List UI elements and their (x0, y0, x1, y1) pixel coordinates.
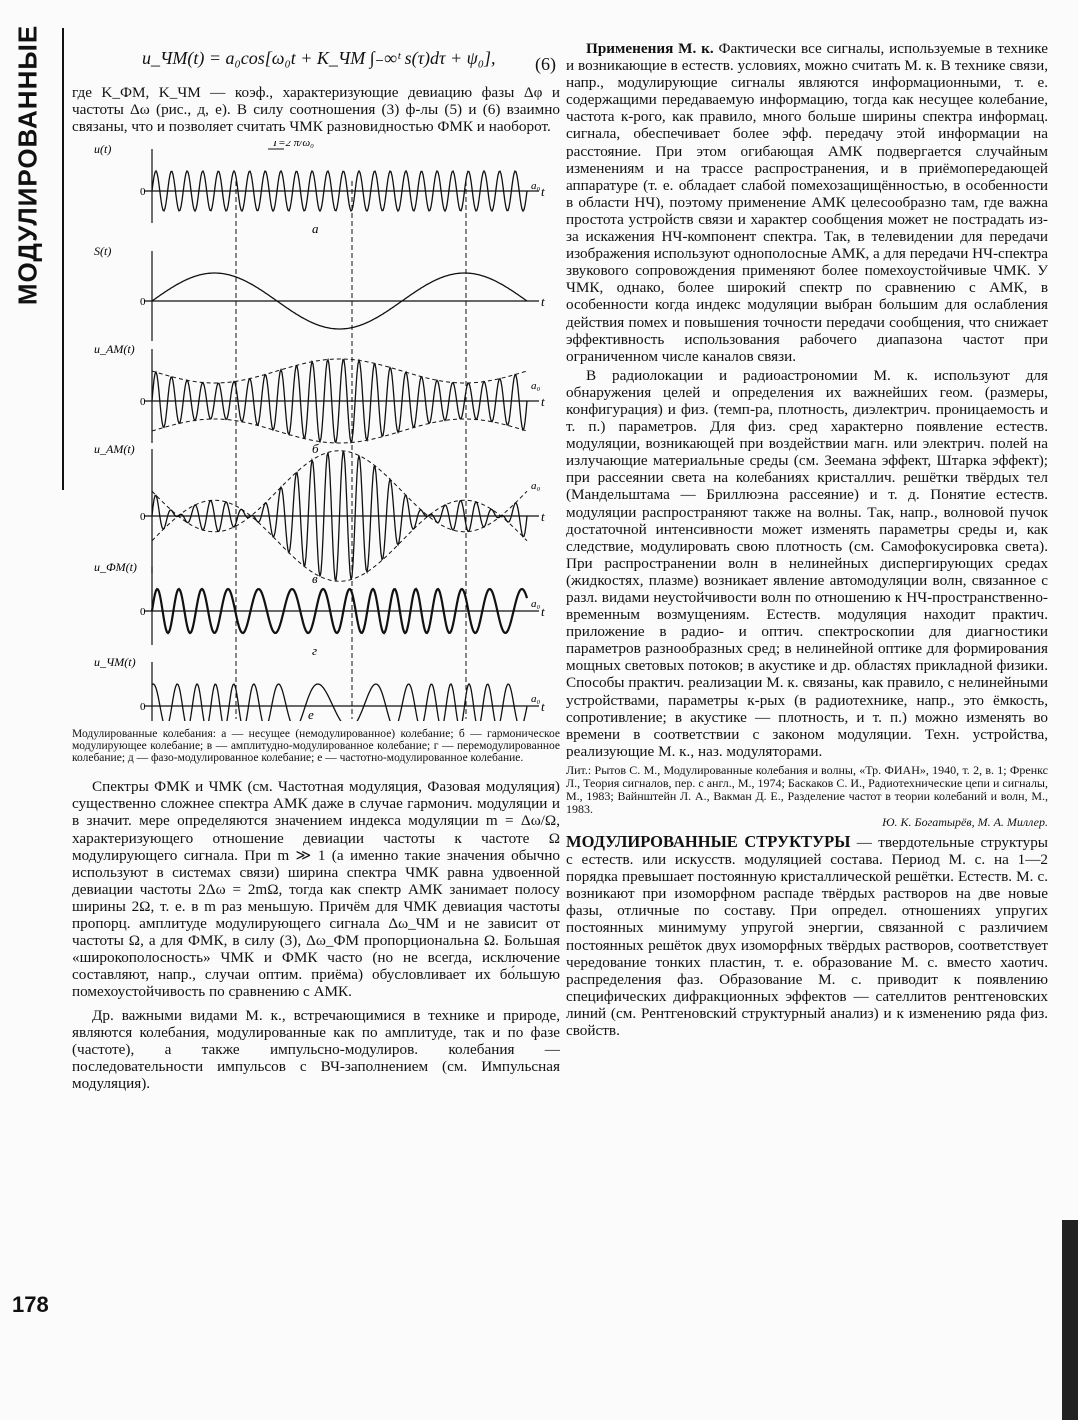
zero-label-0: 0 (140, 186, 146, 199)
literature-authors: Ю. К. Богатырёв, М. А. Миллер. (882, 814, 1048, 829)
panel-letter-4: г (312, 643, 318, 659)
zero-label-3: 0 (140, 511, 146, 524)
zero-label-4: 0 (140, 606, 146, 619)
literature (566, 764, 1048, 829)
page-number: 178 (12, 1292, 49, 1317)
panel-letter-2: б (312, 441, 319, 457)
envelope-bottom-2 (152, 419, 527, 443)
panel-letter-0: а (312, 221, 319, 237)
equation-text: u_ЧМ(t) = a₀cos[ω₀t + K_ЧМ ∫₋∞ᵗ s(τ)dτ + ψ₀], (142, 48, 496, 68)
right-paragraph-2: В радиолокации и радиоастрономии М. к. используют для обнаружения целей и определения их важнейших геом. (размеры, конфигурация) и физ. (темп-ра, плотность, диэлектрич. проницаемость и т. п.) параметров. Для физ. сред характерно появление естеств. модуляции, возникающей при воздействии магн. или электрич. полей на излучающие материальные среды (см. Зеемана эффект, Штарка эффект); при рассеянии света на колебаниях кристаллич. решётки твёрдых тел (Мандельштама — Бриллюэна рассеяние) и т. д. Понятие естеств. модуляции распространяют также на волны. Так, напр., волновой пучок достаточной интенсивности может изменять параметры среды и, как следствие, модулировать свою плотность (см. Самофокусировка света). При распространении волн в нелинейных диспергирующих средах (жидкостях, плазме) возникает явление автомодуляции волн, связанное с разл. видами неустойчивости волн по отношению к НЧ-пространственно-временным возмущениям. Естеств. модуляция находит практич. приложение в радио- и оптич. спектроскопии для диагностики параметров разнообразных сред; в нелинейной оптике для формирования мощных световых потоков; в акустике и др. областях прикладной физики. Способы практич. реализации М. к. связаны, как правило, с нелинейными устройствами, параметры к-рых (в радиотехнике, напр., это ёмкость, сопротивление; в акустике — плотность, и т. п.) можно изменять во времени в соответствии с законом модуляции. Техн. устройства, реализующие М. к., наз. модуляторами. (566, 366, 1048, 760)
left-column (72, 40, 560, 1092)
a0-label-5: a₀ (531, 693, 541, 706)
y-label-1: S(t) (94, 244, 112, 259)
zero-label-1: 0 (140, 296, 146, 309)
a0-label-3: a₀ (531, 480, 541, 493)
entry-headword: МОДУЛИРОВАННЫЕ СТРУКТУРЫ (566, 831, 851, 851)
y-label-3: u_AM(t) (94, 442, 135, 457)
a0-label-0: a₀ (531, 180, 541, 193)
figure-caption: Модулированные колебания: а — несущее (немодулированное) колебание; б — гармоническое модулирующее колебание; в — амплитудно-модулированное колебание; г — перемодулированное колебание; д — фазо-модулированное колебание; е — частотно-модулированное колебание. (72, 728, 560, 765)
period-label: T=2 π/ω₀ (272, 141, 314, 150)
panel-letter-last: е (308, 707, 314, 722)
y-label-2: u_AM(t) (94, 342, 135, 357)
t-label-0: t (541, 184, 545, 200)
scan-edge (1062, 1220, 1078, 1420)
y-label-0: u(t) (94, 142, 112, 157)
literature-list: Лит.: Рытов С. М., Модулированные колебания и волны, «Тр. ФИАН», 1940, т. 2, в. 1; Френкс Л., Теория сигналов, пер. с англ., М., 1974; Баскаков С. И., Радиотехнические цепи и сигналы, М., 1983; Вайнштейн Л. А., Вакман Д. Е., Разделение частот в теории колебаний и волн, М., 1983. (566, 762, 1048, 816)
vertical-running-head: МОДУЛИРОВАННЫЕ (12, 24, 43, 306)
right-column (566, 40, 1048, 1039)
left-paragraph-3: Др. важными видами М. к., встречающимися в технике и природе, являются колебания, модулированные как по амплитуде, так и по фазе (частоте), а также импульсно-модулиров. колебания — последовательности импульсов с ВЧ-заполнением (см. Импульсная модуляция). (72, 1006, 560, 1092)
zero-label-5: 0 (140, 701, 146, 714)
envelope-top-2 (152, 359, 527, 383)
y-label-5: u_ЧМ(t) (94, 655, 136, 670)
y-label-4: u_ФМ(t) (94, 560, 137, 575)
a0-label-4: a₀ (531, 598, 541, 611)
equation-number: (6) (535, 54, 556, 74)
right-paragraph-1: Применения М. к. Фактически все сигналы, используемые в технике и возникающие в естеств. условиях, можно считать М. к. В технике связи, напр., модулирующие сигналы являются информационными, т. е. содержащими передаваемую информацию, тогда как несущее колебание, частота к-рого, как правило, много больше ширины спектра информац. сигнала, обеспечивает более эфф. передачу этой информации на расстояние. При этом огибающая АМК подвергается случайным изменениям и на трассе распространения, и в приёмопередающей аппаратуре (т. е. обладает слабой помехозащищённостью, в особенности в области НЧ), поэтому применение АМК целесообразно там, где важна простота устройств связи и характер сообщения может не пострадать из-за искажения НЧ-компонент спектра. Так, в телевидении для передачи изображения используют однополосные АМК, а для передачи НЧ-спектра звукового сопровождения применяют более помехоустойчивые ЧМК. У ЧМК, однако, более широкий спектр по сравнению с АМК, в особенности когда индекс модуляции выбран большим для ослабления действия помех и повышения точности передачи сообщения, что снижает эффективность использования рабочего диапазона частот при ограниченном числе каналов связи. (566, 40, 1048, 365)
t-label-5: t (541, 699, 545, 715)
left-paragraph-1: где K_ФМ, K_ЧМ — коэф., характеризующие девиацию фазы Δφ и частоты Δω (рис., д, е). В силу соотношения (3) ф-лы (5) и (6) взаимно связаны, что и позволяет считать ЧМК разновидностью ФМК и наоборот. (72, 84, 560, 136)
t-label-3: t (541, 509, 545, 525)
left-paragraph-2: Спектры ФМК и ЧМК (см. Частотная модуляция, Фазовая модуляция) существенно сложнее спектра АМК даже в случае гармонич. модуляции и в значит. мере определяются значением индекса модуляции m = Δω/Ω, характеризующего отношение девиации частоты к частоте Ω модулирующего сигнала. При m ≫ 1 (а именно такие значения обычно используют в системах связи) ширина спектра ЧМК равна удвоенной девиации частоты 2Δω = 2mΩ, тогда как спектр АМК занимает полосу ширины 2Ω, т. е. в m раз меньшую. Причём для ЧМК девиация частоты пропорц. амплитуде модулирующего сигнала Δω_ЧМ и не зависит от частоты Ω, а для ФМК, в силу (3), Δω_ФМ пропорциональна Ω. Большая «широкополосность» ЧМК и ФМК часто (но не всегда, исключение составляют, напр., случаи оптим. приёма) обусловливает их бо́льшую помехоустойчивость по сравнению с АМК. (72, 778, 560, 1001)
t-label-1: t (541, 294, 545, 310)
entry-modulated-structures: МОДУЛИРОВАННЫЕ СТРУКТУРЫ — твердотельные структуры с естеств. или искусств. модуляцией состава. Период М. с. на 1—2 порядка превышает постоянную кристаллической решётки. Естеств. М. с. возникают при изоморфном распаде твёрдых растворов на две новые фазы, отличные по составу. При определ. отношениях упругих постоянных минимуму упругой энергии, связанной с различием постоянных решёток двух изоморфных твёрдых растворов, соответствует чередование тонких пластин, т. е. образование М. с. вместо хаотич. распределения фаз. Образование М. с. приводит к появлению специфических дифракционных эффектов — сателлитов рентгеновских линий (см. Рентгеновский структурный анализ) и к изменению ряда физ. свойств. (566, 831, 1048, 1039)
head-rule (62, 28, 64, 490)
panel-letter-3: в (312, 571, 318, 587)
t-label-4: t (541, 604, 545, 620)
equation-6 (72, 40, 560, 84)
section-heading: Применения М. к. (586, 40, 714, 57)
t-label-2: t (541, 394, 545, 410)
a0-label-2: a₀ (531, 380, 541, 393)
waveform-5 (152, 684, 527, 721)
modulation-figure (72, 141, 560, 721)
zero-label-2: 0 (140, 396, 146, 409)
